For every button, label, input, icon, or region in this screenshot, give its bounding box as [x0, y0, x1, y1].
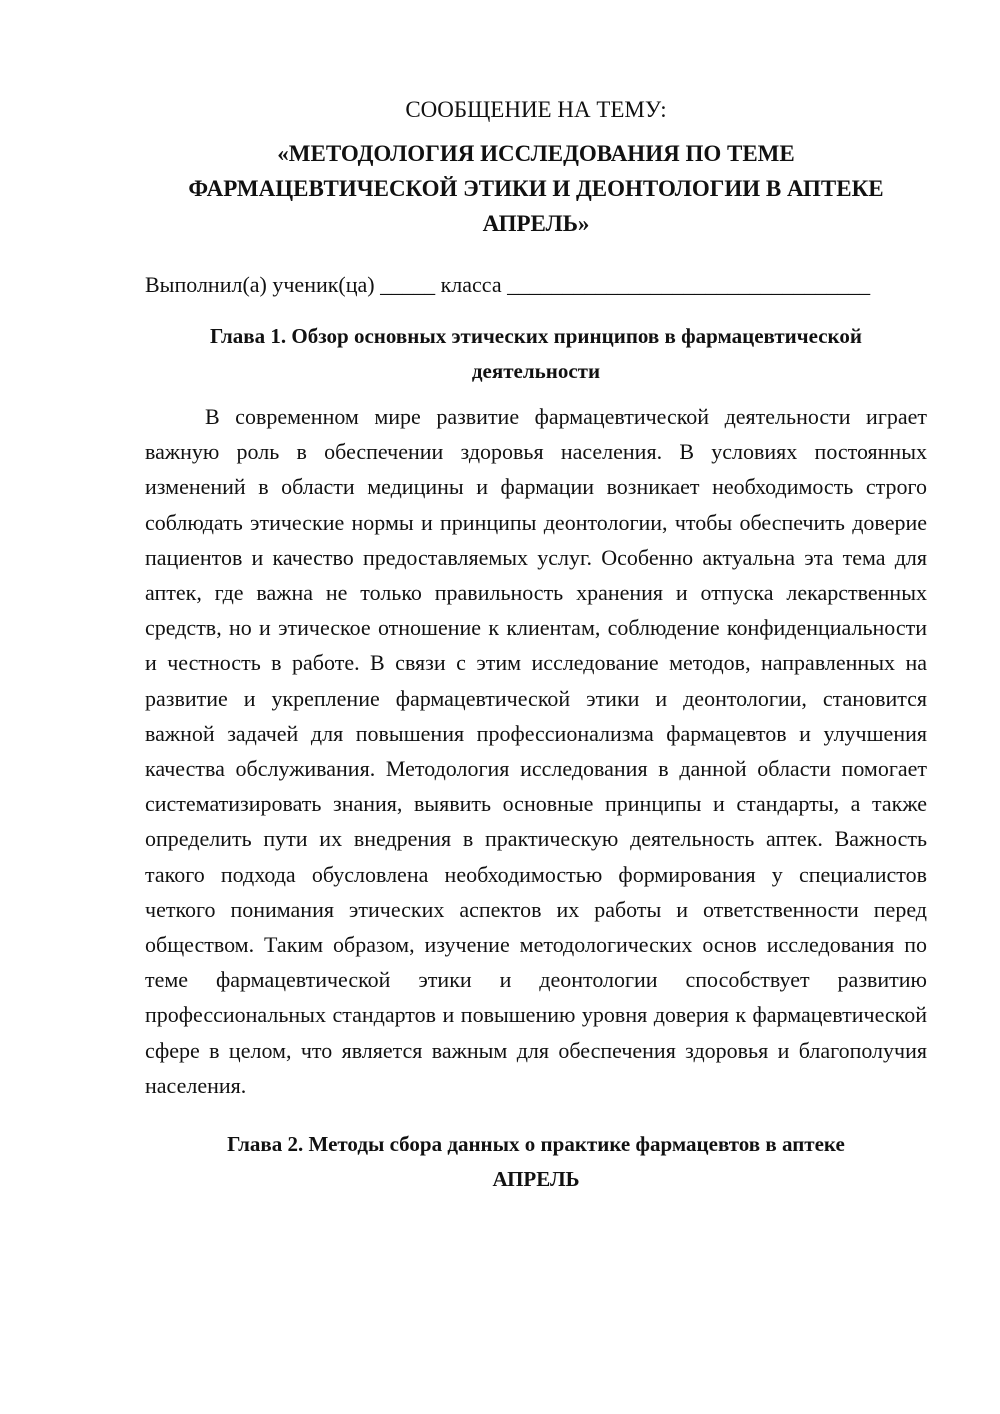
document-title: [145, 136, 927, 241]
document-header: СООБЩЕНИЕ НА ТЕМУ:: [405, 97, 667, 122]
chapter-heading-line: деятельности: [471, 359, 601, 383]
chapter-heading-line: Глава 1. Обзор основных этических принципов в фармацевтической: [210, 324, 862, 348]
chapter-1-paragraph: В современном мире развитие фармацевтической деятельности играет важную роль в обеспечении здоровья населения. В условиях постоянных изменений в области медицины и фармации возникает необходимость строго соблюдать этические нормы и принципы деонтологии, чтобы обеспечить доверие пациентов и качество предоставляемых услуг. Особенно актуальна эта тема для аптек, где важна не только правильность хранения и отпуска лекарственных средств, но и этическое отношение к клиентам, соблюдение конфиденциальности и честность в работе. В связи с этим исследование методов, направленных на развитие и укрепление фармацевтической этики и деонтологии, становится важной задачей для повышения профессионализма фармацевтов и улучшения качества обслуживания. Методология исследования в данной области помогает систематизировать знания, выявить основные принципы и стандарты, а также определить пути их внедрения в практическую деятельность аптек. Важность такого подхода обусловлена необходимостью формирования у специалистов четкого понимания этических аспектов их работы и ответственности перед обществом. Таким образом, изучение методологических основ исследования по теме фармацевтической этики и деонтологии способствует развитию профессиональных стандартов и повышению уровня доверия к фармацевтической сфере в целом, что является важным для обеспечения здоровья и благополучия населения.: [145, 404, 927, 1098]
chapter-heading-line: Глава 2. Методы сбора данных о практике фармацевтов в аптеке: [227, 1132, 845, 1157]
title-line: ФАРМАЦЕВТИЧЕСКОЙ ЭТИКИ И ДЕОНТОЛОГИИ В АПТЕКЕ: [188, 176, 884, 201]
chapter-2-heading: [145, 1127, 927, 1197]
chapter-1-heading: [145, 319, 927, 389]
title-line: АПРЕЛЬ»: [482, 211, 590, 236]
author-line: Выполнил(а) ученик(ца) _____ класса _________________________________: [145, 272, 871, 297]
document-page: [145, 92, 927, 1207]
chapter-heading-line: АПРЕЛЬ: [492, 1167, 580, 1192]
title-line: «МЕТОДОЛОГИЯ ИССЛЕДОВАНИЯ ПО ТЕМЕ: [277, 141, 795, 166]
